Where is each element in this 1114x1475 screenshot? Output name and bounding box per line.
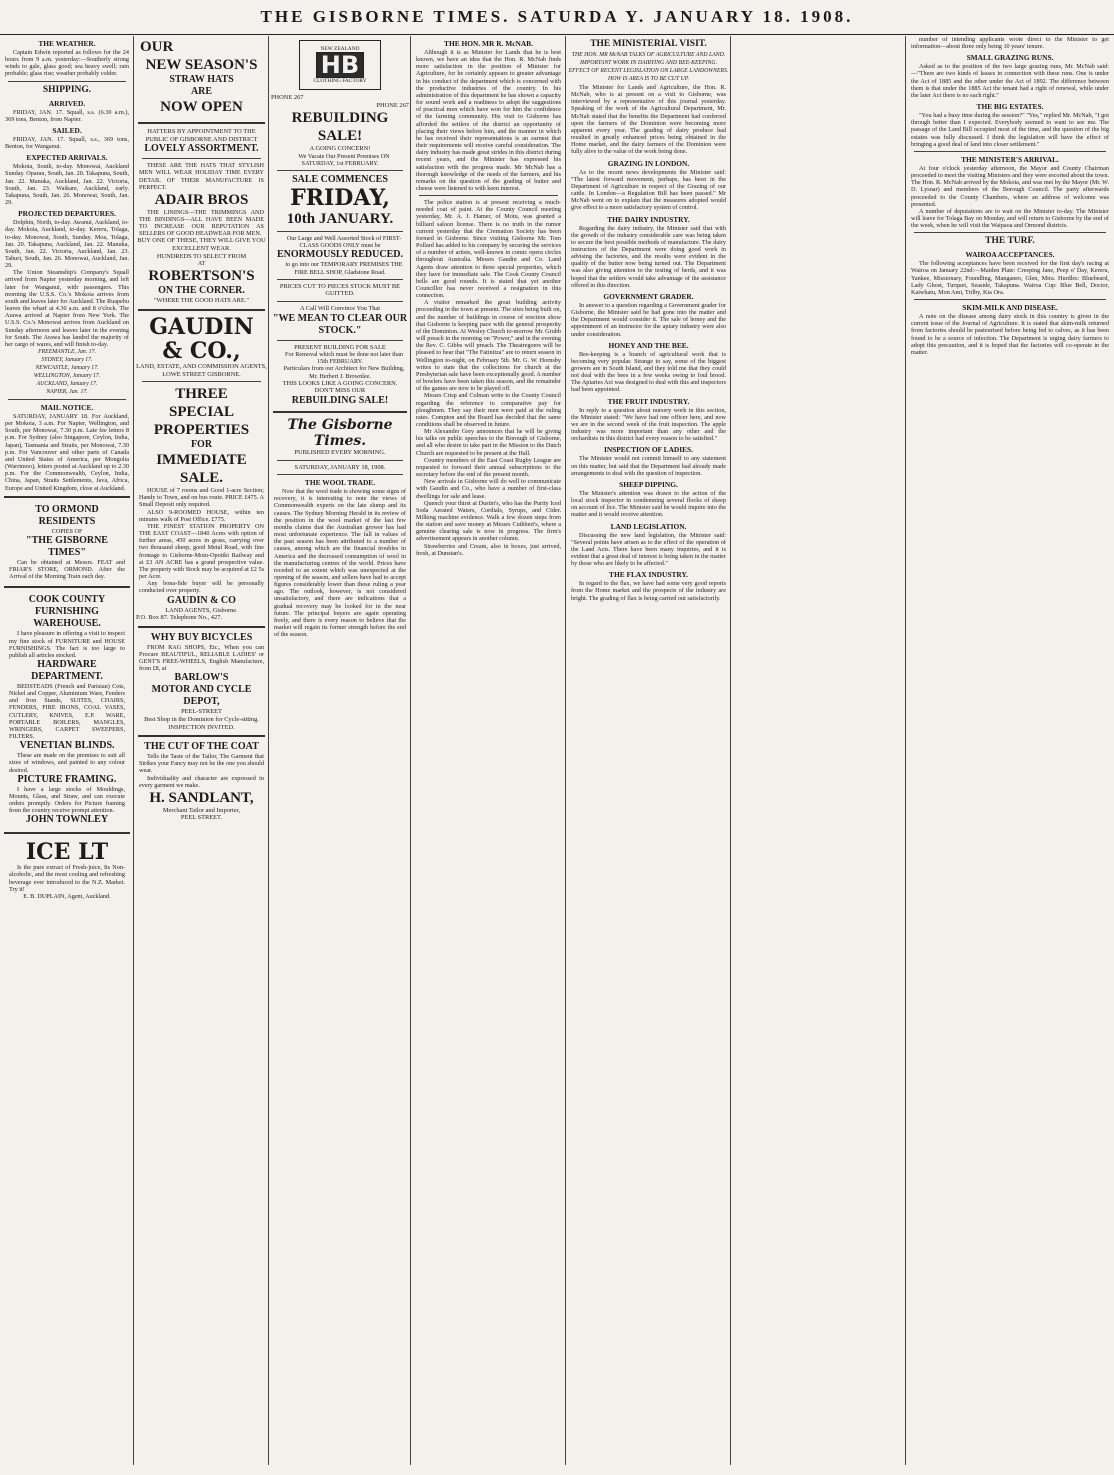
- icelt-agent: E. B. DUPLAIN, Agent, Auckland.: [23, 892, 111, 900]
- grazing-heading: GRAZING IN LONDON.: [607, 158, 690, 168]
- top-text: number of intending applicants wrote direct to the Minister to get information—about three only being 10 years' tenure.: [911, 36, 1109, 51]
- hundreds-text: HUNDREDS TO SELECT FROM: [156, 252, 247, 260]
- properties-text: PROPERTIES: [153, 422, 250, 439]
- turf-heading: THE TURF.: [985, 236, 1035, 247]
- local-news-4: Mr Alexander Grey announces that he will be giving his talks on public speeches to the Borough of Gisborne, and all who desire to take part in the Mission to the Dutch Church are requested to be present at the Hall.: [416, 428, 561, 457]
- removal-text: For Removal which must be done not later than 15th FEBRUARY.: [285, 351, 403, 366]
- skim-heading: SKIM-MILK AND DISEASE.: [962, 303, 1058, 313]
- logo-top: NEW ZEALAND: [320, 46, 360, 52]
- column-rule: [268, 36, 269, 1465]
- small-runs-text: Asked as to the position of the two large grazing runs, Mr. McNab said:—"There are two kinds of leases in connection with these runs. One is under the Act of 1885 and the other under the Act of 1892. The difference between them is that under the 1885 Act the tenant had a right of renewal, while under the later Act there is no such right.": [911, 63, 1109, 99]
- ladies-text: The Minister would not commit himself to any statement on this matter, but said that the Department had already made arrangements to deal with the question of inspection.: [571, 455, 726, 477]
- sailed-heading: SAILED.: [52, 125, 82, 135]
- gaudin-name: GAUDIN & CO.,: [149, 313, 254, 364]
- gaudin2-name: GAUDIN & CO: [167, 594, 236, 606]
- wool-heading: THE WOOL TRADE.: [304, 478, 376, 488]
- local-news-7: Quench your thirst at Dustin's, who has the Purity Iced Soda Aerated Waters, Cordials, Syrups, and Cider. Milking machine evidence. Walk a few dozen steps from the station and save money at Messrs Cuthbert's, where a genuine clearing sale is now in progress. The firm's advertisement appears in another column.: [416, 499, 561, 543]
- cook-text: I have pleasure in offering a visit to inspect my fine stock of FURNITURE and HOUSE FURNISHINGS. The fact is too large to publish all articles stocked.: [9, 630, 125, 659]
- gaudin-street: LOWE STREET GISBORNE.: [162, 370, 241, 378]
- corner-sub: "WHERE THE GOOD HATS ARE.": [153, 297, 250, 305]
- corner-text: ON THE CORNER.: [158, 285, 245, 297]
- season-new: NEW SEASON'S: [145, 57, 258, 73]
- paper-title: The Gisborne Times.: [287, 416, 393, 449]
- mail-heading: MAIL NOTICE.: [40, 403, 94, 412]
- wellington-heading: WELLINGTON, January 17.: [33, 373, 101, 379]
- honey-heading: HONEY AND THE BEE.: [608, 340, 689, 350]
- townley-name: JOHN TOWNLEY: [25, 814, 109, 826]
- grazing-text: As to the recent news developments the Minister said: "The latest forward movement, perhaps, has been in the Department of Agriculture in respect of the Grazing of our cattle. In London—a Regulation Bill has been passed." Mr McNab went on to explain that the measures adopted would give effect to a more satisfactory system of control.: [571, 168, 726, 212]
- barlow-name: BARLOW'S: [174, 672, 229, 684]
- call-will: A Call Will Convince You That: [299, 304, 381, 312]
- ministerial-intro: The Minister for Lands and Agriculture, the Hon. R. McNab, who is at present on a visit to Gisborne, was interviewed by a representative of this journal yesterday. Speaking of the work of the Agricultural Department, Mr. McNab stated that the benefits the Department had conferred upon the farmers of the Dominion were becoming more apparent every year. The grading of dairy produce had resulted in greatly enhanced prices being obtained in the Home market, and the dairy farmers of the Dominion were fully alive to the value of the work being done.: [571, 84, 726, 156]
- column-rule: [730, 36, 731, 1465]
- ministerial-sub-2: IMPORTANT WORK IN DAIRYING AND BEE-KEEPING.: [579, 60, 718, 66]
- special-text: SPECIAL: [168, 404, 235, 421]
- ministerial-sub-4: HOW IS AREA IS TO BE CUT UP.: [608, 76, 689, 82]
- legislation-text: Discussing the new land legislation, the Minister said: "Several points have arisen as to the effect of the operation of the Land Acts. There have been many inquiries, and it is evident that a great deal of interest is being taken in the matter by those who are likely to be affected.": [571, 531, 726, 568]
- deputations-text: A number of deputations are to wait on the Minister to-day. The Minister will leave for Tolaga Bay on Monday, and will return to Gisborne by the end of the week, when he will visit the Waipaoa and Ormond districts.: [911, 207, 1109, 230]
- wairoa-heading: WAIROA ACCEPTANCES.: [965, 250, 1055, 260]
- issue-date: SATURDAY, JANUARY 18, 1908.: [294, 463, 386, 471]
- prices-cut: PRICES CUT TO PIECES STOCK MUST BE GUITTED.: [279, 282, 401, 298]
- local-news-3: Messrs Crisp and Colman write to the County Council regarding the reference to comparative pay for ploughmen. They say their men were paid at the ruling rates. Compton and the Board has decided that the same conditions shall be observed in future.: [416, 392, 561, 428]
- ministers-arrival-heading: THE MINISTER'S ARRIVAL.: [961, 154, 1059, 164]
- house1-text: HOUSE of 7 rooms and Good 1-acre Section; Handy to Town, and on bus route. PRICE £475. A Small Deposit only required.: [139, 487, 264, 509]
- ministerial-sub-3: EFFECT OF RECENT LEGISLATION ON LARGE LANDOWNERS.: [568, 68, 729, 74]
- column-right: [908, 36, 1112, 1465]
- gaudin-sub: LAND, ESTATE, AND COMMISSION AGENTS,: [136, 362, 267, 370]
- column-editorial: [413, 36, 564, 1465]
- cut-coat-text: Tells the Taste of the Tailor, The Garment that Strikes your Fancy may not be the one you should wear.: [139, 753, 264, 775]
- weather-heading: THE WEATHER.: [38, 39, 96, 48]
- icelt-heading: ICE LT: [25, 839, 109, 866]
- shipping-news: The Union Steamship's Company's Squall arrived from Napier yesterday morning, and left later for Wanganui, with passengers. This morning the U.S.S. Co.'s Mokoia arrives from south and leaves later for Auckland. The Ruapehu leaves the wharf at 4.30 a.m. and 8 o'clock. The Arawa arrived at Napier from New York. The U.S.S. Co.'s Monowai arrives from Auckland on Sunday afternoon and leaves later in the evening for South. The Arawa has landed the majority of her cargo of wares, and will finish to-day.: [5, 269, 129, 348]
- venetian-text: These are made on the premises to suit all sizes of windows, and painted to any colour desired.: [9, 752, 125, 774]
- particulars-text: Particulars from our Architect for New Building, Mr. Herbert J. Brownlee.: [283, 365, 405, 380]
- projected-heading: PROJECTED DEPARTURES.: [18, 209, 116, 219]
- phone-right: PHONE 267: [376, 101, 409, 109]
- legislation-heading: LAND LEGISLATION.: [610, 521, 687, 531]
- season-are: ARE: [190, 86, 213, 97]
- masthead: THE GISBORNE TIMES. SATURDA Y. JANUARY 18. 1908.: [0, 0, 1114, 35]
- season-now-open: NOW OPEN: [160, 99, 243, 115]
- picture-heading: PICTURE FRAMING.: [17, 773, 117, 785]
- motor-depot: MOTOR AND CYCLE DEPOT,: [151, 684, 252, 708]
- mail-text: SATURDAY, JANUARY 18. For Auckland, per Mokoia, 3 a.m. For Napier, Wellington, and South, per Monowai, 7.30 p.m. Late fee letters 8 p.m. For Sydney (also Singapore, Ceylon, India, Japan), Tasmania and Straits, per Monowai, 7.30 p.m. For Vancouver and other parts of Canada and United States of America, per Mongolia (Warrimoo), letters posted at Auckland up to 2.30 p.m. For the Commonwealth, Ceylon, India, China, Japan, Straits Settlements, Java, Africa, Europe and United Kingdom, close at Auckland.: [5, 413, 129, 492]
- hb-logo: [299, 40, 381, 90]
- going-concern: A GOING CONCERN!: [309, 145, 371, 153]
- local-news-8: Strawberries and Cream, also in boxes, just arrived, fresh, at Dunstan's.: [416, 542, 561, 557]
- house2-text: ALSO 9-ROOMED HOUSE, within ten minutes walk of Post Office. £775.: [139, 508, 264, 523]
- peel-street: PEEL-STREET: [181, 708, 222, 716]
- gaudin2-sub: LAND AGENTS, Gisborne.: [165, 606, 238, 614]
- fruit-text: In reply to a question about nursery work in this section, the Minister stated: "We have had one officer here, and now we are in the second week of the fruit inspection. The apple industry was more important than any other and the orchardists in this district had every reason to be satisfied.": [571, 406, 726, 443]
- local-news-2: A visitor remarked the great building activity proceeding in the town at present. The sites being built on, and the number of buildings in course of erection show that Gisborne is keeping pace with the general prosperity of the Dominion. At Wesley Church to-morrow Mr. Grubb will preach in the morning on "Power," and in the evening the Rev. C. Gibbs will preach. The Theatregoers will be pleased to hear that "The Fatinitza" are to return season in Wellington to-night, on February 5th. Mr. G. W. Hornsby writes to state that the collections for church at the Presbyterian sale have been exceptionally good. A number of bowlers have been taken this season, and the remainder of the games are now to be played off.: [416, 299, 561, 393]
- local-news-6: New arrivals in Gisborne will do well to communicate with Gaudin and Co., who have a number of first-class dwellings for sale and lease.: [416, 478, 561, 500]
- season-our: OUR: [140, 39, 174, 55]
- these-hats-text: THESE ARE THE HATS THAT STYLISH MEN WILL WEAR HOLIDAY TIME EVERY DETAIL OF THEIR MANUFACTURE IS PERFECT.: [139, 162, 264, 191]
- mcnab-heading: THE HON. MR R. McNAB.: [444, 39, 533, 48]
- sailed-text: FRIDAY, JAN. 17. Squall, s.s., 369 tons, Benton, for Wanganui.: [5, 135, 129, 151]
- icelt-text: Is the pure extract of Fresh-juice, Its Non-alcoholic, and the most cooling and refreshing beverage ever introduced to the N.Z. Market. Try it!: [9, 864, 125, 893]
- govt-heading: GOVERNMENT GRADER.: [603, 291, 694, 301]
- sheep-text: The Minister's attention was drawn to the action of the local stock inspector in condemning several flocks of sheep on account of lice. The Minister said he would inquire into the matter and it would receive attention.: [571, 489, 726, 519]
- cook-heading: COOK COUNTY FURNISHING WAREHOUSE.: [28, 594, 106, 630]
- ministerial-sub-1: THE HON. MR McNAB TALKS OF AGRICULTURE AND LAND.: [571, 52, 726, 58]
- why-buy-text: FROM RAG SHOPS, Etc., When you can Procure BEAUTIFUL, RELIABLE LADIES' or GENT'S FREE-WHEELS, English Manufacture, from £8, at: [139, 643, 264, 673]
- po-box: P.O. Box 87.: [136, 614, 169, 622]
- sandlant-street: PEEL STREET.: [180, 814, 223, 822]
- big-estates-heading: THE BIG ESTATES.: [976, 102, 1044, 112]
- sheep-heading: SHEEP DIPPING.: [619, 479, 678, 489]
- wairoa-text: The following acceptances have been received for the first day's racing at Wairoa on January 22nd:—Maiden Plate: Creeping Jane, Peep o' Day, Kereru, Yankee, Missionary, Foundling, Manganeo, Glen, Mira. Hurdles: Bluebeard, Lady Ghost, Turquet, Seaside, Takapuna. Wairoa Cup: Blue Bell, Doctor, Kaiwhatu, Mon Ami, Trilby, Kia Ora.: [911, 260, 1109, 296]
- arrived-text: FRIDAY, JAN. 17. Squall, s.s. (6.30 a.m.), 369 tons, Benton, from Napier.: [5, 108, 129, 123]
- fruit-heading: THE FRUIT INDUSTRY.: [607, 396, 690, 406]
- dairy-heading: THE DAIRY INDUSTRY.: [607, 214, 690, 224]
- looks-like: THIS LOOKS LIKE A GOING CONCERN.: [282, 379, 398, 387]
- hatters-text: HATTERS BY APPOINTMENT TO THE PUBLIC OF GISBORNE AND DISTRICT: [145, 128, 258, 143]
- lovely-text: LOVELY ASSORTMENT.: [144, 143, 259, 155]
- picture-text: I have a large stocks of Mouldings, Mounts, Glass, and Straw, and can execute orders promptly. Orders for Picture framing from the country receive prompt attention.: [9, 785, 125, 815]
- venetian-heading: VENETIAN BLINDS.: [19, 740, 115, 752]
- ormond-text: Can be obtained at Messrs. FEAT and FRIAR'S STORE, ORMOND. After the Arrival of the Morning Train each day.: [9, 558, 125, 581]
- sale-commences: SALE COMMENCES: [292, 174, 388, 186]
- for-text: FOR: [190, 439, 213, 451]
- weather-text: Captain Edwin reported as follows for the 24 hours from 9 a.m. yesterday:—Southerly strong winds to gale, glass good; sea heavy swell; rain probable; glass rise; weather probably colder.: [5, 49, 129, 78]
- column-ministerial-visit: [568, 36, 729, 1465]
- logo-hb: HB: [316, 52, 364, 78]
- station-text: THE FINEST STATION PROPERTY ON THE EAST COAST—1840 Acres with option of further areas, 450 acres in grass, carrying over two thousand sheep, good Metal Road, with fine frontage to Gisborne-Motu-Opotiki Railway and at £3 AN ACRE has a grand prospective value. The property with Stock may be acquired at £2 5s per Acre.: [139, 522, 264, 581]
- individuality-text: Individuality and character are expressed in every garment we make.: [139, 774, 264, 789]
- published-text: PUBLISHED EVERY MORNING.: [294, 448, 386, 456]
- sandlant-sub: Merchant Tailor and Importer,: [162, 806, 241, 814]
- skim-text: A note on the disease among dairy stock in this country is given in the current issue of the Journal of Agriculture. It is stated that skim-milk returned from factories should be pasteurised before being fed to calves, as it has been found to be a source of infection. The Department is urging dairy farmers to adopt this precaution, and it is hoped that the factories will co-operate in the matter.: [911, 313, 1109, 356]
- phone-left: PHONE 267: [271, 94, 304, 101]
- honey-text: Bee-keeping is a branch of agricultural work that is becoming very popular. Strange to say, some of the biggest growers are in South Island, and they told me that they could not deal with the bees in a few weeks owing to foul brood. The Apiaries Act was designed to deal with this and inspectors had been appointed.: [571, 350, 726, 394]
- ormond-heading: TO ORMOND RESIDENTS: [35, 503, 99, 527]
- adair-name: ADAIR BROS: [154, 191, 249, 208]
- auckland-heading: AUCKLAND, January 17.: [36, 381, 98, 387]
- ministers-arrival-text: At four o'clock yesterday afternoon, the Mayor and County Chairman proceeded to meet the visiting Ministers and they were escorted about the town. The Hon. R. McNab arrived by the Mokoia, and was met by the Mayor (Mr. W. D. Lysnar) and members of the Borough Council. The party afterwards proceeded to the County Chambers, where an address of welcome was presented.: [911, 164, 1109, 208]
- shipping-heading: SHIPPING.: [42, 84, 92, 95]
- column-adverts-1: [136, 36, 267, 1465]
- ministerial-heading: THE MINISTERIAL VISIT.: [590, 39, 707, 49]
- napier-heading: NAPIER, Jan. 17.: [46, 389, 88, 395]
- hardware-heading: HARDWARE DEPARTMENT.: [31, 658, 103, 682]
- why-buy-heading: WHY BUY BICYCLES: [150, 631, 253, 643]
- dont-miss: DON'T MISS OUR: [314, 387, 366, 395]
- ormond-paper: "THE GISBORNE TIMES": [26, 534, 108, 558]
- present-building: PRESENT BUILDING FOR SALE: [294, 343, 386, 351]
- column-rule: [905, 36, 906, 1465]
- arrived-heading: ARRIVED.: [48, 98, 86, 108]
- bona-fide-text: Any bona-fide buyer will be personally conducted over property.: [139, 580, 264, 595]
- small-runs-heading: SMALL GRAZING RUNS.: [966, 53, 1054, 63]
- best-shop: Best Shop in the Dominion for Cycle-sitting. INSPECTION INVITED.: [144, 715, 259, 731]
- large-stock: Our Large and Well Assorted Stock of FIRST-CLASS GOODS ONLY must be: [286, 235, 402, 250]
- column-rule: [410, 36, 411, 1465]
- dairy-text: Regarding the dairy industry, the Minister said that with the growth of the industry considerable care was being taken to secure the best possible methods of manufacture. The dairy instructors of the Department were doing good work in advising the factories, and the results were evident in the quality of the butter now being turned out. The Department was also giving attention to the testing of herds, and it was hoped that the settlers would take advantage of the assistance offered in this direction.: [571, 224, 726, 289]
- column-shipping: [2, 36, 132, 1465]
- cut-coat-heading: THE CUT OF THE COAT: [144, 741, 259, 753]
- rebuilding-sale: REBUILDING SALE!: [291, 110, 389, 145]
- linings-text: THE LININGS—THE TRIMMINGS AND THE BINDINGS—ALL HAVE BEEN MADE TO INCREASE OUR REPUTATION AS SELLERS OF GOOD HEADWEAR FOR MEN.: [139, 208, 264, 238]
- mean-text: "WE MEAN TO CLEAR OUR STOCK.": [272, 312, 408, 336]
- big-estates-text: "You had a busy time during the session?" "Yes," replied Mr. McNab, "I got through better than I expected. Everybody seemed to want to see me. The passage of the Land Bill occupied most of the time, and the question of the big estates was fully discussed. I think the legislation will have the effect of bringing a good deal of land into closer settlement.": [911, 112, 1109, 148]
- tenth-january: 10th JANUARY.: [286, 211, 394, 228]
- telephone: Telephone No., 427.: [170, 614, 222, 622]
- sydney-heading: SYDNEY, January 17.: [41, 357, 93, 363]
- ormond-copies: COPIES OF: [51, 527, 83, 535]
- at-text: AT: [197, 260, 206, 268]
- to-go-text: to go into our TEMPORARY PREMISES THE FIRE BELL SHOP, Gladstone Road.: [285, 261, 403, 276]
- expected-text: Mokoia, South, to-day. Monowai, Auckland Sunday. Oparau, South, Jan. 20. Takapuna, South, Jan. 22. Manuka, Auckland, Jan. 22. Victoria, South, Jan. 23. Waikare, Auckland, early. Takapuna, South, Jan. 26. Monowai, South, Jan. 29.: [5, 163, 129, 207]
- friday-text: FRIDAY,: [290, 185, 390, 212]
- rebuilding-sale-2: REBUILDING SALE!: [291, 394, 389, 406]
- projected-text: Dolphin, North, to-day. Awanui, Auckland, to-day. Mokoia, Auckland, to-day. Kereru, Tolaga, to-day. Monowai, South, Sunday. Moa, Tolaga, Jan. 20. Takapuna, Auckland, Jan. 22. Manuka, South, Jan. 22. Victoria, Auckland, Jan. 23. Tahuri, South, Jan. 26. Monowai, Auckland, Jan. 29.: [5, 219, 129, 270]
- buy-one-text: BUY ONE OF THESE, THEY WILL GIVE YOU EXCELLENT WEAR.: [137, 237, 266, 253]
- season-straw: STRAW HATS: [169, 74, 234, 85]
- enormously: ENORMOUSLY REDUCED.: [277, 249, 403, 261]
- logo-bottom: CLOTHING FACTORY: [313, 78, 367, 84]
- local-news-1: The police station is at present receiving a much-needed coat of paint. At the County Council meeting yesterday, Mr. A. J. Hamer, of Motu, was granted a billiard saloon license. There is no truth in the rumor current yesterday that the Cremation Society has been formed in Gisborne. Since visiting Gisborne Mr. Tom Pollard has added to his company by securing the services of a number of artists, well-known in comic opera circles throughout Australia. Messrs Gaudin and Co. Land Agents draw attention to three special properties, which they have for immediate sale. The Cook County Council bells are good rounds. It is stated that yet another Councillor has never received a resignation in this connection.: [416, 199, 561, 300]
- column-clothing-ad: [271, 36, 409, 1465]
- column-rule: [565, 36, 566, 1465]
- wool-text: Now that the wool trade is showing some signs of recovery, it is interesting to note the views of Commonwealth experts on the late slump and its causes. The Sydney Morning Herald in its review of the position in the wool market of the last few months claims that the Australian grower has had most unfortunate experience. The fall in values of the past season has been attributed to a number of causes, among which are the financial troubles in America and the decreased consumption of wool in the manufacturing centres of the world. Prices have receded to an extent which was unexpected at the opening of the season, and sellers have had to accept figures considerably lower than those ruling a year ago. The outlook, however, is not considered unsatisfactory, and there are indications that a gradual recovery may be looked for in the near future. The principal buyers are again operating freely, and there is every reason to believe that the market will regain its former strength before the end of the season.: [274, 488, 406, 639]
- flax-heading: THE FLAX INDUSTRY.: [609, 570, 688, 580]
- flax-text: In regard to the flax, we have had some very good reports from the Home market and the prospects of the industry are bright. The grading of flax is being carried out satisfactorily.: [571, 580, 726, 602]
- sale-text: SALE.: [180, 470, 223, 487]
- sandlant-name: H. SANDLANT,: [149, 789, 254, 806]
- robertsons-name: ROBERTSON'S: [148, 268, 255, 285]
- three-text: THREE: [175, 386, 228, 403]
- mcnab-text: Although it is as Minister for Lands that he is best known, we have an idea that the Hon. R. McNab finds more satisfaction in the position of Minister for Agriculture, for he certainly appears to greater advantage in his conduct of the department which is concerned with the productive industries of the country. In his administration of this department he has shown a capacity for sound work and a readiness to adopt the suggestions of practical men which have won for him the confidence of the farming community. His visit to Gisborne has afforded the settlers of the district an opportunity of placing their views before him, and the manner in which he has received their representations is an earnest that their requirements will receive careful consideration. The dairy industry has made great strides in this district during recent years, and the Minister has expressed his satisfaction with the progress made. Mr McNab has a thorough knowledge of the needs of the farmers, and his remarks on the question of the grading of butter and cheese were listened to with keen interest.: [416, 49, 561, 192]
- expected-heading: EXPECTED ARRIVALS.: [26, 153, 108, 163]
- govt-text: In answer to a question regarding a Government grader for Gisborne, the Minister said he had gone into the matter and the Department would consider it. The sale of honey and the appointment of an instructor for the apiary industry were also under consideration.: [571, 301, 726, 338]
- local-news-5: Country members of the East Coast Rugby League are requested to forward their annual subscriptions to the secretary before the end of the present month.: [416, 456, 561, 479]
- column-rule: [133, 36, 134, 1465]
- hardware-text: BEDSTEADS (French and Parisian) Cots, Nickel and Copper, Aluminium Ware, Fenders and Iron Stands, SUITES, CHAIRS, FENDERS, FIRE IRONS, COAL VASES, CUTLERY, KNIVES, E.P. WARE, PORTABLE BOILERS, MANGLES, WRINGERS, CARPET SWEEPERS, FILTERS.: [9, 682, 125, 741]
- vacate-text: We Vacate Our Present Premises ON SATURDAY, 1st FEBRUARY.: [298, 152, 390, 167]
- newcastle-heading: NEWCASTLE, January 17.: [35, 365, 99, 371]
- ladies-heading: INSPECTION OF LADIES.: [603, 445, 694, 455]
- freemantle-heading: FREEMANTLE, Jan. 17.: [38, 349, 96, 355]
- immediate-text: IMMEDIATE: [156, 452, 247, 469]
